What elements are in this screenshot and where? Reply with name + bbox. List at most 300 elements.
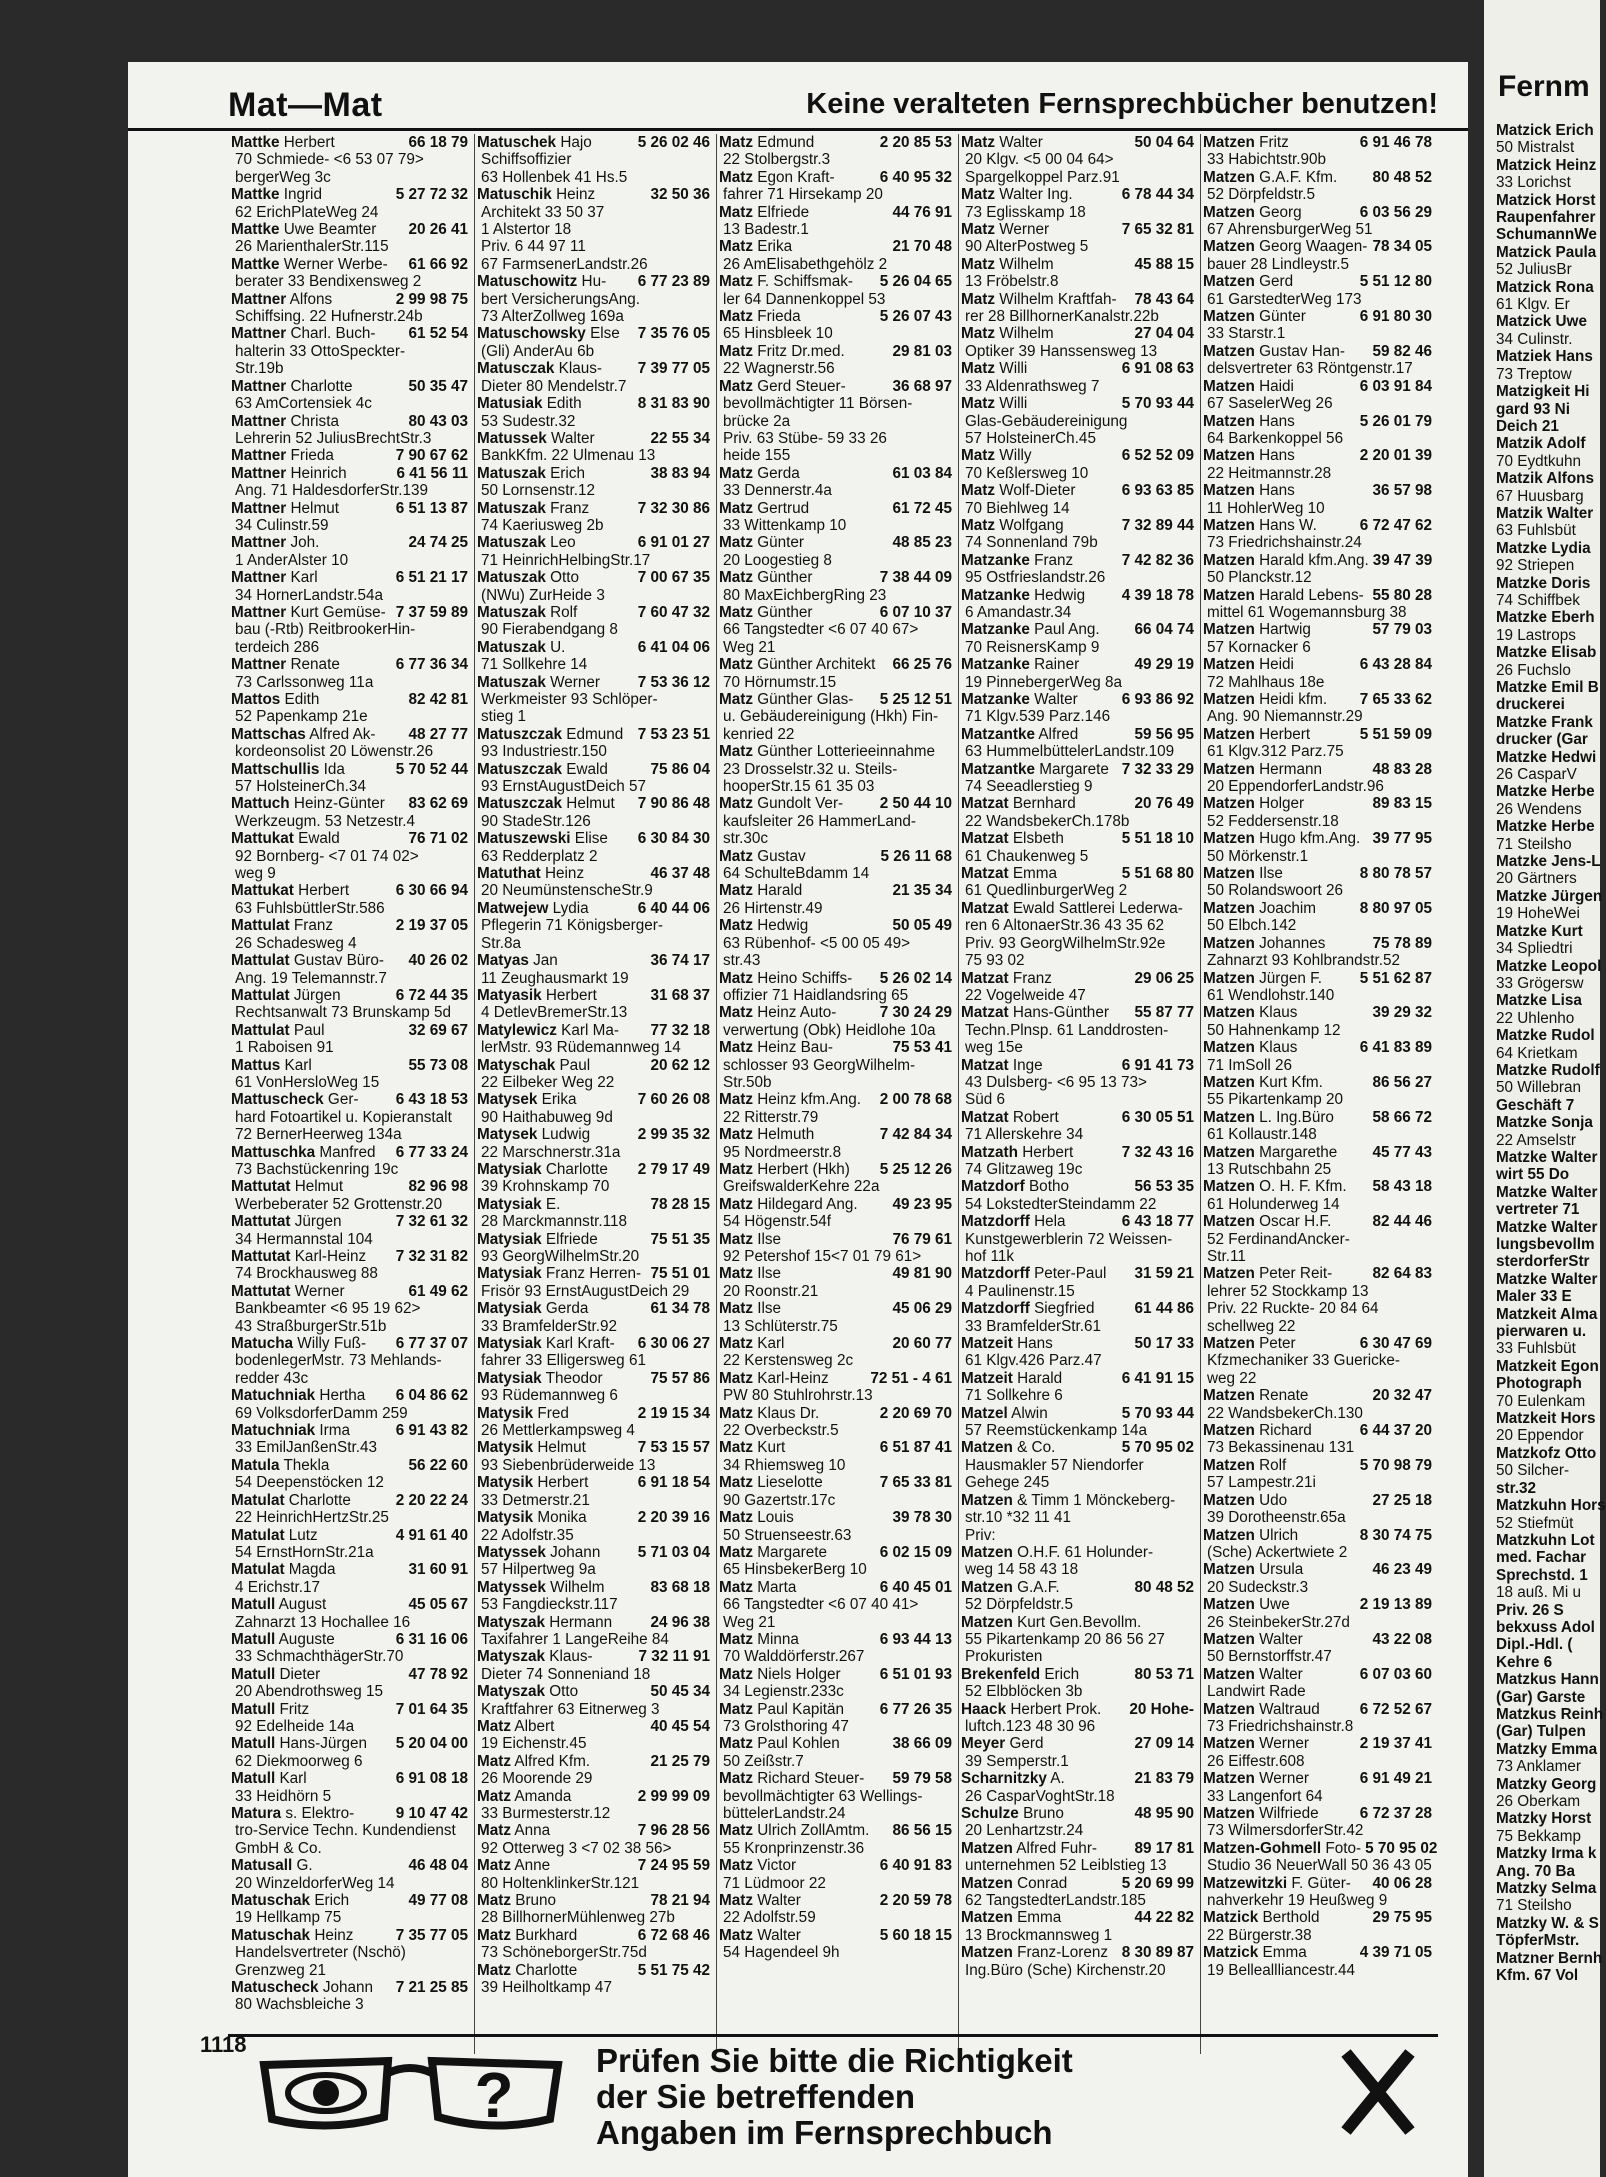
entry-surname: Matz (719, 1335, 753, 1353)
entry-given-name: Ida (323, 760, 345, 778)
entry-surname: Matysiak (477, 1369, 542, 1387)
next-page-line: Matzke Emil B (1496, 679, 1599, 696)
entry-given-name: Paul Kapitän (757, 1700, 844, 1718)
entry-detail-line: 92 Bornberg- <7 01 74 02> (235, 847, 419, 865)
entry-detail-line: 20 EppendorferLandstr.96 (1207, 778, 1384, 796)
entry-detail-line: 33 Habichtstr.90b (1207, 151, 1327, 169)
entry-detail-line: 71 Allerskehre 34 (965, 1126, 1084, 1144)
entry-phone: 6 31 16 06 (395, 1630, 468, 1648)
entry-phone: 20 32 47 (1372, 1387, 1432, 1405)
entry-given-name: Marta (757, 1578, 797, 1596)
entry-detail-line: luftch.123 48 30 96 (965, 1717, 1096, 1735)
entry-given-name: Magda (288, 1561, 336, 1579)
listing-entry (716, 1544, 958, 1579)
listing-entry (228, 1527, 474, 1562)
entry-given-name: Theodor (545, 1369, 603, 1387)
next-page-line: Matzke Walter (1496, 1270, 1598, 1288)
entry-given-name: Inge (1012, 1056, 1043, 1074)
entry-given-name: Karl (279, 1770, 307, 1788)
entry-given-name: Renate (290, 656, 340, 674)
entry-detail-line: 39 Heilholtkamp 47 (481, 1979, 612, 1997)
entry-surname: Matzdorf (961, 1178, 1025, 1196)
entry-surname: Mattulat (231, 917, 290, 935)
header-range: Mat—Mat (228, 86, 383, 124)
listing-entry (1200, 1213, 1438, 1265)
entry-given-name: Albert (514, 1717, 555, 1735)
entry-detail-line: 70 Biehlweg 14 (965, 499, 1070, 517)
entry-surname: Matz (961, 482, 995, 500)
next-page-line: 61 Klgv. Er (1496, 296, 1570, 314)
listing-entry (716, 1039, 958, 1091)
entry-phone: 36 57 98 (1372, 482, 1432, 500)
entry-given-name: Klaus- (549, 1648, 593, 1666)
entry-detail-line: 4 Paulinenstr.15 (965, 1282, 1075, 1300)
entry-given-name: Karl (290, 569, 318, 587)
listing-entry (1200, 865, 1438, 900)
entry-given-name: Werner (1259, 1735, 1309, 1753)
next-page-line: 52 Stiefmüt (1496, 1514, 1574, 1532)
entry-surname: Matzantke (961, 725, 1035, 743)
entry-surname: Matz (719, 1630, 753, 1648)
entry-given-name: Fritz (279, 1700, 310, 1718)
entry-given-name: Auguste (278, 1630, 335, 1648)
entry-detail-line: Schiffsing. 22 Hufnerstr.24b (235, 308, 423, 326)
entry-surname: Mattulat (231, 986, 290, 1004)
listing-entry (1200, 1457, 1438, 1492)
next-page-line: med. Fachar (1496, 1549, 1587, 1567)
next-page-line: druckerei (1496, 696, 1565, 714)
entry-given-name: Franz (293, 917, 333, 935)
entry-surname: Matzen (1203, 168, 1255, 186)
listing-entry (716, 1265, 958, 1300)
entry-surname: Matzen (1203, 725, 1255, 743)
listing-entry (228, 761, 474, 796)
entry-phone: 31 60 91 (408, 1561, 468, 1579)
listing-entry (716, 1631, 958, 1666)
listing-entry (228, 1492, 474, 1527)
entry-phone: 76 71 02 (408, 830, 468, 848)
entry-given-name: Kurt Gemüse- (290, 603, 386, 621)
entry-detail-line: Priv. 6 44 97 11 (481, 238, 586, 256)
entry-phone: 5 51 12 80 (1359, 273, 1432, 291)
entry-phone (1190, 1492, 1194, 1509)
listing-entry (474, 952, 716, 987)
next-page-line: Matzik Alfons (1496, 470, 1595, 488)
entry-given-name: Gundolt Ver- (757, 795, 844, 813)
entry-detail-line: bodenlegerMstr. 73 Mehlands- (235, 1352, 442, 1370)
entry-detail-line: 61 GarstedterWeg 173 (1207, 290, 1362, 308)
entry-given-name: Gerd (1009, 1735, 1044, 1753)
entry-surname: Mattuch (231, 795, 290, 813)
entry-detail-line: 93 GeorgWilhelmStr.20 (481, 1248, 640, 1265)
entry-phone: 6 91 80 30 (1359, 308, 1432, 326)
entry-given-name: Hartwig (1259, 621, 1311, 639)
entry-given-name: Johannes (1259, 934, 1326, 952)
listing-entry (228, 691, 474, 726)
entry-phone: 2 99 98 75 (395, 290, 468, 308)
entry-given-name: Heinz Auto- (757, 1004, 837, 1022)
entry-surname: Matzanke (961, 586, 1030, 604)
entry-detail-line: terdeich 286 (235, 638, 320, 656)
listing-entry (1200, 238, 1438, 273)
entry-given-name: Harald (1017, 1369, 1063, 1387)
listing-entry (228, 1335, 474, 1387)
entry-surname: Matysek (477, 1126, 538, 1144)
entry-detail-line: 22 WandsbekerCh.178b (965, 812, 1130, 830)
entry-surname: Matzen (1203, 273, 1255, 291)
entry-detail-line: 72 BernerHeerweg 134a (235, 1126, 402, 1144)
next-page-line: Matzke Walter (1496, 1218, 1598, 1236)
entry-surname: Matzen (961, 1944, 1013, 1962)
entry-given-name: Ursula (1259, 1561, 1304, 1579)
entry-detail-line: offizier 71 Haidlandsring 65 (723, 986, 909, 1004)
entry-given-name: Herbert Prok. (1010, 1700, 1102, 1718)
listing-entry (958, 1178, 1200, 1213)
entry-surname: Matz (719, 1509, 753, 1527)
entry-given-name: Werner (1259, 1770, 1309, 1788)
entry-detail-line: 70 Hörnumstr.15 (723, 673, 837, 691)
entry-detail-line: 73 AlterZollweg 169a (481, 308, 624, 326)
entry-detail-line: Handelsvertreter (Nschö) (235, 1944, 406, 1962)
listing-entry (228, 1596, 474, 1631)
entry-detail-line: 34 Legienstr.233c (723, 1683, 844, 1701)
listing-entry (1200, 447, 1438, 482)
entry-phone: 20 60 77 (892, 1335, 952, 1353)
entry-surname: Matz (961, 325, 995, 343)
entry-phone: 5 25 12 26 (879, 1160, 952, 1178)
entry-given-name: Lydia (552, 899, 589, 917)
entry-given-name: Wilhelm Kraftfah- (999, 290, 1117, 308)
entry-surname: Matz (719, 1300, 753, 1318)
entry-phone: 6 07 03 60 (1359, 1665, 1432, 1683)
entry-given-name: Johann (322, 1979, 374, 1997)
listing-entry (228, 1561, 474, 1596)
entry-phone: 5 70 98 79 (1359, 1456, 1432, 1474)
listing-entry (228, 830, 474, 882)
entry-phone: 5 51 18 10 (1121, 830, 1194, 848)
entry-phone: 76 79 61 (892, 1230, 952, 1248)
entry-phone: 7 35 76 05 (637, 325, 710, 343)
listing-entry (958, 621, 1200, 656)
entry-detail-line: hof 11k (965, 1248, 1015, 1265)
listing-entry (958, 1579, 1200, 1614)
entry-surname: Matz (961, 395, 995, 413)
entry-detail-line: BankKfm. 22 Ulmenau 13 (481, 447, 656, 465)
listing-entry (716, 1091, 958, 1126)
entry-surname: Matz (961, 186, 995, 204)
entry-detail-line: 70 ReisnersKamp 9 (965, 638, 1100, 656)
listing-entry (716, 1892, 958, 1927)
entry-surname: Mattner (231, 325, 287, 343)
listing-entry (716, 917, 958, 969)
entry-phone: 32 69 67 (408, 1021, 468, 1039)
entry-phone: 2 99 35 32 (637, 1126, 710, 1144)
entry-phone: 6 91 01 27 (637, 534, 710, 552)
entry-detail-line: 73 SchöneborgerStr.75d (481, 1944, 647, 1962)
entry-surname: Mattke (231, 255, 280, 273)
entry-given-name: Botho (1028, 1178, 1069, 1196)
entry-detail-line: bau (-Rtb) ReitbrookerHin- (235, 621, 416, 639)
entry-phone: 6 77 26 35 (879, 1700, 952, 1718)
entry-surname: Matz (719, 691, 753, 708)
listing-entry (474, 1370, 716, 1405)
entry-detail-line: 13 Schlüterstr.75 (723, 1317, 838, 1335)
entry-surname: Matz (719, 1665, 753, 1683)
footer-line-3: Angaben im Fernsprechbuch (596, 2114, 1053, 2151)
entry-detail-line: 73 Friedrichshainstr.8 (1207, 1717, 1354, 1735)
entry-phone: 6 72 68 46 (637, 1926, 710, 1944)
entry-detail-line: fahrer 71 Hirsekamp 20 (723, 186, 883, 204)
entry-given-name: Hedwig (1034, 586, 1086, 604)
entry-detail-line: 52 Elbblöcken 3b (965, 1683, 1083, 1701)
entry-phone: 43 22 08 (1372, 1630, 1432, 1648)
entry-detail-line: Priv. 22 Ruckte- 20 84 64 (1207, 1300, 1379, 1318)
listing-entry (228, 952, 474, 987)
entry-detail-line: 71 Sollkehre 6 (965, 1387, 1063, 1405)
listing-entry (716, 1439, 958, 1474)
entry-phone: 83 68 18 (650, 1578, 710, 1596)
entry-surname: Matzen (1203, 1700, 1255, 1718)
entry-phone: 78 21 94 (650, 1892, 710, 1910)
listing-entry (1200, 1335, 1438, 1387)
entry-given-name: Edmund (566, 725, 624, 743)
next-page-line: Matzke Rudol (1496, 1027, 1595, 1045)
entry-phone: 6 44 37 20 (1359, 1422, 1432, 1440)
entry-phone: 82 44 46 (1372, 1213, 1432, 1231)
entry-detail-line: 22 Eilbeker Weg 22 (481, 1073, 615, 1091)
entry-phone: 7 96 28 56 (637, 1822, 710, 1840)
entry-detail-line: verwertung (Obk) Heidlohe 10a (723, 1021, 936, 1039)
entry-given-name: Heinrich (290, 464, 347, 482)
entry-phone: 7 90 86 48 (637, 795, 710, 813)
next-page-line: 19 Lastrops (1496, 626, 1576, 644)
entry-detail-line: GreifswalderKehre 22a (723, 1178, 880, 1196)
entry-detail-line: bert VersicherungsAng. (481, 290, 641, 308)
entry-given-name: Günther (757, 603, 813, 621)
entry-detail-line: 73 Eglisskamp 18 (965, 203, 1086, 221)
entry-detail-line: Taxifahrer 1 LangeReihe 84 (481, 1630, 669, 1648)
listing-entry (958, 552, 1200, 587)
entry-surname: Matz (477, 1892, 511, 1910)
entry-given-name: Walter (550, 429, 595, 447)
entry-given-name: Burkhard (515, 1926, 578, 1944)
entry-surname: Matull (231, 1770, 276, 1788)
entry-detail-line: 20 Sudeckstr.3 (1207, 1578, 1309, 1596)
entry-detail-line: 13 Fröbelstr.8 (965, 273, 1059, 291)
entry-given-name: Ilse (757, 1265, 782, 1283)
entry-surname: Matzen (1203, 1213, 1255, 1231)
listing-entry (716, 1822, 958, 1857)
entry-surname: Matz (719, 499, 753, 517)
entry-surname: Matzen (1203, 412, 1255, 430)
entry-surname: Matzewitzki (1203, 1874, 1288, 1892)
entry-given-name: Herbert (1022, 1143, 1074, 1161)
listing-entry (228, 1213, 474, 1248)
entry-given-name: Hela (1034, 1213, 1066, 1231)
entry-surname: Matzen (961, 1578, 1013, 1596)
footer-line-1: Prüfen Sie bitte die Richtigkeit (596, 2042, 1073, 2079)
entry-phone: 7 32 11 91 (638, 1648, 710, 1666)
entry-phone: 80 48 52 (1134, 1578, 1194, 1596)
entry-phone: 6 43 28 84 (1359, 656, 1432, 674)
entry-given-name: Heinz (556, 186, 596, 204)
footer-banner (228, 2034, 1438, 2157)
entry-given-name: Bruno (1023, 1805, 1064, 1822)
entry-detail-line: 92 Otterweg 3 <7 02 38 56> (481, 1839, 672, 1857)
entry-surname: Matuchniak (231, 1422, 316, 1440)
entry-given-name: Else (590, 325, 620, 343)
entry-detail-line: 67 FarmsenerLandstr.26 (481, 255, 648, 273)
entry-phone: 5 20 69 99 (1121, 1874, 1194, 1892)
next-page-line: SchumannWe (1496, 226, 1597, 244)
entry-phone: 2 20 01 39 (1359, 447, 1432, 465)
listing-entry (958, 1144, 1200, 1179)
entry-phone: 50 45 34 (650, 1683, 710, 1701)
listing-entry (474, 1474, 716, 1509)
entry-surname: Matysiak (477, 1160, 542, 1178)
entry-detail-line: lehrer 52 Stockkamp 13 (1207, 1282, 1369, 1300)
listing-entry (1200, 795, 1438, 830)
entry-surname: Matzen (1203, 1630, 1255, 1648)
entry-detail-line: Techn.Plnsp. 61 Landdrosten- (965, 1021, 1169, 1039)
entry-detail-line: 61 Klgv.312 Parz.75 (1207, 743, 1344, 761)
entry-phone: 6 72 47 62 (1359, 516, 1432, 534)
listing-entry (228, 500, 474, 535)
entry-detail-line: 71 ImSoll 26 (1207, 1056, 1293, 1074)
entry-given-name: Robert (1012, 1108, 1059, 1126)
entry-surname: Matz (477, 1961, 511, 1979)
entry-phone: 6 30 06 27 (637, 1335, 710, 1353)
entry-phone: 7 32 33 29 (1121, 760, 1194, 778)
entry-phone: 8 30 74 75 (1359, 1526, 1432, 1544)
entry-given-name: Hildegard Ang. (757, 1195, 858, 1213)
entry-detail-line: kaufsleiter 26 HammerLand- (723, 812, 916, 830)
entry-surname: Matzat (961, 795, 1009, 813)
entry-surname: Matzick (1203, 1944, 1259, 1962)
entry-detail-line: 61 Chaukenweg 5 (965, 847, 1089, 865)
entry-phone: 7 38 44 09 (879, 569, 952, 587)
listing-entry (474, 1509, 716, 1544)
listing-entry (474, 1057, 716, 1092)
cross-mark-icon (1338, 2047, 1418, 2137)
entry-phone: 6 72 37 28 (1359, 1805, 1432, 1822)
entry-detail-line: Spargelkoppel Parz.91 (965, 168, 1120, 186)
entry-detail-line: 71 Klgv.539 Parz.146 (965, 708, 1111, 726)
next-page-line: wirt 55 Do (1496, 1166, 1570, 1184)
entry-surname: Matzen (1203, 134, 1255, 151)
entry-phone: 48 95 90 (1134, 1805, 1194, 1822)
entry-detail-line: 73 WilmersdorferStr.42 (1207, 1822, 1364, 1840)
listing-entry (228, 1701, 474, 1736)
entry-detail-line: Studio 36 NeuerWall 50 36 43 05 (1207, 1857, 1432, 1875)
entry-detail-line: 26 Moorende 29 (481, 1770, 593, 1788)
listing-entry (958, 1057, 1200, 1109)
entry-phone: 40 45 54 (650, 1717, 710, 1735)
entry-detail-line: stieg 1 (481, 708, 527, 726)
next-page-line: Kfm. 67 Vol (1496, 1967, 1579, 1985)
entry-given-name: Hermann (549, 1613, 613, 1631)
entry-surname: Schulze (961, 1805, 1019, 1822)
entry-surname: Mattukat (231, 830, 294, 848)
entry-detail-line: 70 Schmiede- <6 53 07 79> (235, 151, 424, 169)
entry-given-name: U. (550, 638, 566, 656)
entry-surname: Matucha (231, 1335, 294, 1353)
entry-given-name: Hans W. (1259, 516, 1317, 534)
entry-detail-line: 39 Semperstr.1 (965, 1752, 1069, 1770)
listing-entry (1200, 1527, 1438, 1562)
entry-detail-line: 52 Feddersenstr.18 (1207, 812, 1339, 830)
entry-phone: 59 82 46 (1372, 342, 1432, 360)
entry-given-name: Hermann (1259, 760, 1323, 778)
next-page-line: Matzky Selma (1496, 1880, 1597, 1898)
entry-surname: Matzen (961, 1439, 1013, 1457)
listing-entry (1200, 1422, 1438, 1457)
next-page-line: Matzick Erich (1496, 122, 1594, 139)
entry-detail-line: 26 Mettlerkampsweg 4 (481, 1422, 635, 1440)
entry-phone: 61 03 84 (892, 464, 952, 482)
entry-given-name: Karl Kraft- (545, 1335, 615, 1353)
entry-given-name: Charlotte (288, 1491, 351, 1509)
entry-surname: Matz (719, 134, 753, 151)
entry-detail-line: berater 33 Bendixensweg 2 (235, 273, 422, 291)
entry-detail-line: 64 Barkenkoppel 56 (1207, 429, 1344, 447)
entry-surname: Mattner (231, 569, 287, 587)
entry-phone: 55 73 08 (408, 1056, 468, 1074)
listing-entry (958, 830, 1200, 865)
entry-detail-line: 95 Ostfrieslandstr.26 (965, 569, 1106, 587)
entry-given-name: Alfred Kfm. (514, 1752, 591, 1770)
entry-given-name: Paul (559, 1056, 591, 1074)
entry-detail-line: Weg 21 (723, 1613, 776, 1631)
entry-detail-line: 19 PinnebergerWeg 8a (965, 673, 1123, 691)
entry-detail-line: 22 Overbeckstr.5 (723, 1422, 839, 1440)
next-page-line: 26 Wendens (1496, 800, 1582, 818)
entry-given-name: Uwe Beamter (283, 221, 377, 239)
entry-surname: Matz (719, 969, 753, 987)
entry-phone: 5 70 95 02 (1121, 1439, 1194, 1457)
entry-given-name: Edmund (757, 134, 815, 151)
entry-surname: Matyschak (477, 1056, 556, 1074)
listing-entry (716, 1666, 958, 1701)
entry-phone: 20 26 41 (408, 221, 468, 239)
listing-entry (228, 569, 474, 604)
entry-detail-line: 71 Sollkehre 14 (481, 656, 588, 674)
listing-entry (1200, 587, 1438, 622)
listing-entry (958, 1004, 1200, 1056)
entry-phone: 7 60 47 32 (637, 603, 710, 621)
entry-phone: 6 93 44 13 (879, 1630, 952, 1648)
entry-detail-line: Dieter 80 Mendelstr.7 (481, 377, 627, 395)
entry-phone: 6 78 44 34 (1121, 186, 1194, 204)
listing-entry (1200, 169, 1438, 204)
listing-entry (228, 1422, 474, 1457)
listing-entry (474, 430, 716, 465)
entry-surname: Matuschek (477, 134, 557, 151)
listing-entry (474, 1335, 716, 1370)
entry-detail-line: hard Fotoartikel u. Kopieranstalt (235, 1108, 452, 1126)
entry-detail-line: 54 Hagendeel 9h (723, 1944, 840, 1962)
next-page-line: Matzke Herbe (1496, 818, 1595, 836)
entry-surname: Matzen (1203, 1596, 1255, 1614)
entry-detail-line: 34 Rhiemsweg 10 (723, 1456, 846, 1474)
entry-given-name: Heinz (314, 1926, 354, 1944)
listing-entry (716, 1579, 958, 1631)
listing-entry (228, 413, 474, 448)
entry-phone: 7 32 43 16 (1121, 1143, 1194, 1161)
listing-entry (958, 1544, 1200, 1579)
entry-detail-line: nahverkehr 19 Heußweg 9 (1207, 1892, 1388, 1910)
listing-entry (716, 308, 958, 343)
